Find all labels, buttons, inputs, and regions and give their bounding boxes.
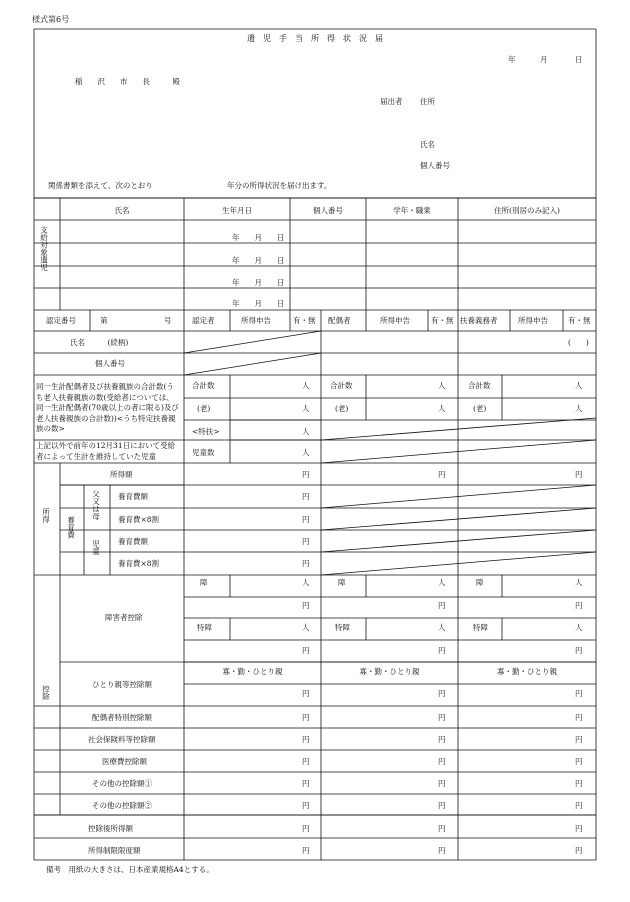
yen-unit: 円 xyxy=(302,779,310,788)
person-unit: 人 xyxy=(302,404,310,413)
tokusho-label: 特障 xyxy=(473,623,488,632)
yen-unit: 円 xyxy=(575,689,583,698)
yen-unit: 円 xyxy=(438,757,446,766)
yen-unit: 円 xyxy=(302,470,310,479)
income-side-label: 所得 xyxy=(41,508,51,523)
submitter-number-label: 個人番号 xyxy=(420,161,450,170)
yen-unit: 円 xyxy=(438,846,446,855)
yen-unit: 円 xyxy=(575,713,583,722)
person-unit: 人 xyxy=(302,623,310,632)
statement-right: 年分の所得状況を届け出ます。 xyxy=(227,181,332,190)
submitter-name-label: 氏名 xyxy=(420,140,435,149)
yen-unit: 円 xyxy=(302,846,310,855)
sho-label: 障 xyxy=(338,578,346,587)
person-unit: 人 xyxy=(575,623,583,632)
children-header-dob: 生年月日 xyxy=(222,206,252,215)
after-deduction-label: 控除後所得額 xyxy=(88,824,133,833)
yen-unit: 円 xyxy=(302,801,310,810)
total-label: 合計数 xyxy=(330,381,353,390)
disabled-label: 障害者控除 xyxy=(105,613,143,622)
report-spouse: 所得申告 xyxy=(380,316,410,325)
cert-go: 号 xyxy=(164,316,172,325)
children-header-address: 住所(別居のみ記入) xyxy=(494,206,560,215)
single-head: 寡・勤・ひとり親 xyxy=(359,667,420,676)
special-label: <特扶> xyxy=(192,427,220,436)
other-children-label: 上記以外で前年の12月31日において受給者によって生計を維持していた児童 xyxy=(36,441,176,461)
other-deduction-1-label: その他の控除額① xyxy=(92,779,152,788)
role-supporter: 扶養義務者 xyxy=(460,316,498,325)
yen-unit: 円 xyxy=(438,735,446,744)
yen-unit: 円 xyxy=(438,824,446,833)
submitter-label: 届出者 xyxy=(380,97,403,106)
yen-unit: 円 xyxy=(302,824,310,833)
date-day: 日 xyxy=(575,55,583,64)
sho-label: 障 xyxy=(200,578,208,587)
yen-unit: 円 xyxy=(302,537,310,546)
children-header-name: 氏名 xyxy=(114,206,130,215)
form-number: 様式第6号 xyxy=(32,15,70,24)
role-recipient: 認定者 xyxy=(192,316,215,325)
submitter-address-label: 住所 xyxy=(420,97,435,106)
elder-label: (老) xyxy=(335,404,349,413)
yn-spouse: 有・無 xyxy=(431,316,454,325)
support-amount-label: 養育費額 xyxy=(118,537,148,546)
yen-unit: 円 xyxy=(438,779,446,788)
tokusho-label: 特障 xyxy=(335,623,350,632)
yen-unit: 円 xyxy=(438,689,446,698)
tokusho-label: 特障 xyxy=(197,623,212,632)
relation-paren: ( ) xyxy=(568,338,589,347)
date-month: 月 xyxy=(540,55,548,64)
single-head: 寡・勤・ひとり親 xyxy=(222,667,283,676)
yen-unit: 円 xyxy=(302,492,310,501)
footnote: 備考 用紙の大きさは、日本産業規格A4とする。 xyxy=(46,865,214,874)
other-deduction-2-label: その他の控除額② xyxy=(92,801,152,810)
yen-unit: 円 xyxy=(575,801,583,810)
person-unit: 人 xyxy=(302,427,310,436)
child-dob: 年 月 日 xyxy=(232,256,285,265)
person-unit: 人 xyxy=(302,448,310,457)
child-dob: 年 月 日 xyxy=(232,299,285,308)
form-title: 遺 児 手 当 所 得 状 況 届 xyxy=(247,34,383,43)
child-label: 児童 xyxy=(91,540,101,555)
yen-unit: 円 xyxy=(575,824,583,833)
yen-unit: 円 xyxy=(438,470,446,479)
grid-line xyxy=(184,353,321,375)
person-unit: 人 xyxy=(438,623,446,632)
elder-label: (老) xyxy=(197,404,211,413)
grid-line xyxy=(321,552,596,575)
yen-unit: 円 xyxy=(575,846,583,855)
yen-unit: 円 xyxy=(302,689,310,698)
grid-line xyxy=(321,530,596,552)
cert-number-label: 認定番号 xyxy=(46,316,76,325)
child-dob: 年 月 日 xyxy=(232,233,285,242)
role-spouse: 配偶者 xyxy=(328,316,351,325)
name-relation-label: 氏名 (続柄) xyxy=(70,338,129,347)
yen-unit: 円 xyxy=(302,559,310,568)
spouse-special-label: 配偶者特別控除額 xyxy=(92,713,152,722)
yen-unit: 円 xyxy=(438,801,446,810)
single-parent-label: ひとり親等控除額 xyxy=(92,680,152,689)
yen-unit: 円 xyxy=(575,601,583,610)
yn-recipient: 有・無 xyxy=(293,316,316,325)
yen-unit: 円 xyxy=(438,601,446,610)
report-supporter: 所得申告 xyxy=(518,316,548,325)
yen-unit: 円 xyxy=(438,646,446,655)
medical-label: 医療費控除額 xyxy=(102,757,147,766)
statement-left: 関係書類を添えて、次のとおり xyxy=(48,181,153,190)
person-unit: 人 xyxy=(575,578,583,587)
yen-unit: 円 xyxy=(302,735,310,744)
income-amount-label: 所得額 xyxy=(110,470,133,479)
yen-unit: 円 xyxy=(302,757,310,766)
person-unit: 人 xyxy=(438,578,446,587)
grid-line xyxy=(321,485,596,508)
support80-label: 養育費×8割 xyxy=(118,559,160,568)
grid-line xyxy=(321,508,596,530)
cert-dai: 第 xyxy=(100,316,108,325)
sho-label: 障 xyxy=(476,578,484,587)
yen-unit: 円 xyxy=(438,713,446,722)
yen-unit: 円 xyxy=(302,601,310,610)
grid-line xyxy=(184,331,321,353)
total-label: 合計数 xyxy=(192,381,215,390)
addressee: 稲 沢 市 長 殿 xyxy=(75,77,180,86)
yen-unit: 円 xyxy=(575,757,583,766)
yen-unit: 円 xyxy=(575,646,583,655)
yn-supporter: 有・無 xyxy=(568,316,591,325)
person-unit: 人 xyxy=(302,578,310,587)
parent-label: 父又は母 xyxy=(91,490,101,520)
person-unit: 人 xyxy=(575,381,583,390)
date-year: 年 xyxy=(508,55,516,64)
yen-unit: 円 xyxy=(302,646,310,655)
yen-unit: 円 xyxy=(575,779,583,788)
yen-unit: 円 xyxy=(575,470,583,479)
person-unit: 人 xyxy=(575,404,583,413)
total-label: 合計数 xyxy=(468,381,491,390)
income-limit-label: 所得制限限度額 xyxy=(88,846,141,855)
children-side-label: 支給対象遺児 xyxy=(39,226,49,271)
person-unit: 人 xyxy=(438,404,446,413)
report-recipient: 所得申告 xyxy=(241,316,271,325)
my-number-label: 個人番号 xyxy=(95,359,125,368)
deduction-side-label: 控除 xyxy=(41,685,51,700)
dependents-label: 同一生計配偶者及び扶養親族の合計数(うち老人扶養親族の数(受給者については、同一生計配偶者(70歳以上の者に限る)及び老人扶養親族の合計数))<うち特定扶養親族の数> xyxy=(36,382,179,433)
support80-label: 養育費×8割 xyxy=(118,515,160,524)
yen-unit: 円 xyxy=(302,713,310,722)
elder-label: (老) xyxy=(473,404,487,413)
person-unit: 人 xyxy=(438,381,446,390)
support-amount-label: 養育費額 xyxy=(118,492,148,501)
children-header-number: 個人番号 xyxy=(313,206,343,215)
single-head: 寡・勤・ひとり親 xyxy=(497,667,557,676)
yen-unit: 円 xyxy=(302,515,310,524)
grid-line xyxy=(321,418,596,440)
yen-unit: 円 xyxy=(575,735,583,744)
social-insurance-label: 社会保険料等控除額 xyxy=(88,735,156,744)
grid-line xyxy=(321,440,596,463)
support-side-label: 養育費 xyxy=(66,516,76,539)
child-count-label: 児童数 xyxy=(192,448,215,457)
person-unit: 人 xyxy=(302,381,310,390)
children-header-grade: 学年・職業 xyxy=(393,206,431,215)
child-dob: 年 月 日 xyxy=(232,278,285,287)
